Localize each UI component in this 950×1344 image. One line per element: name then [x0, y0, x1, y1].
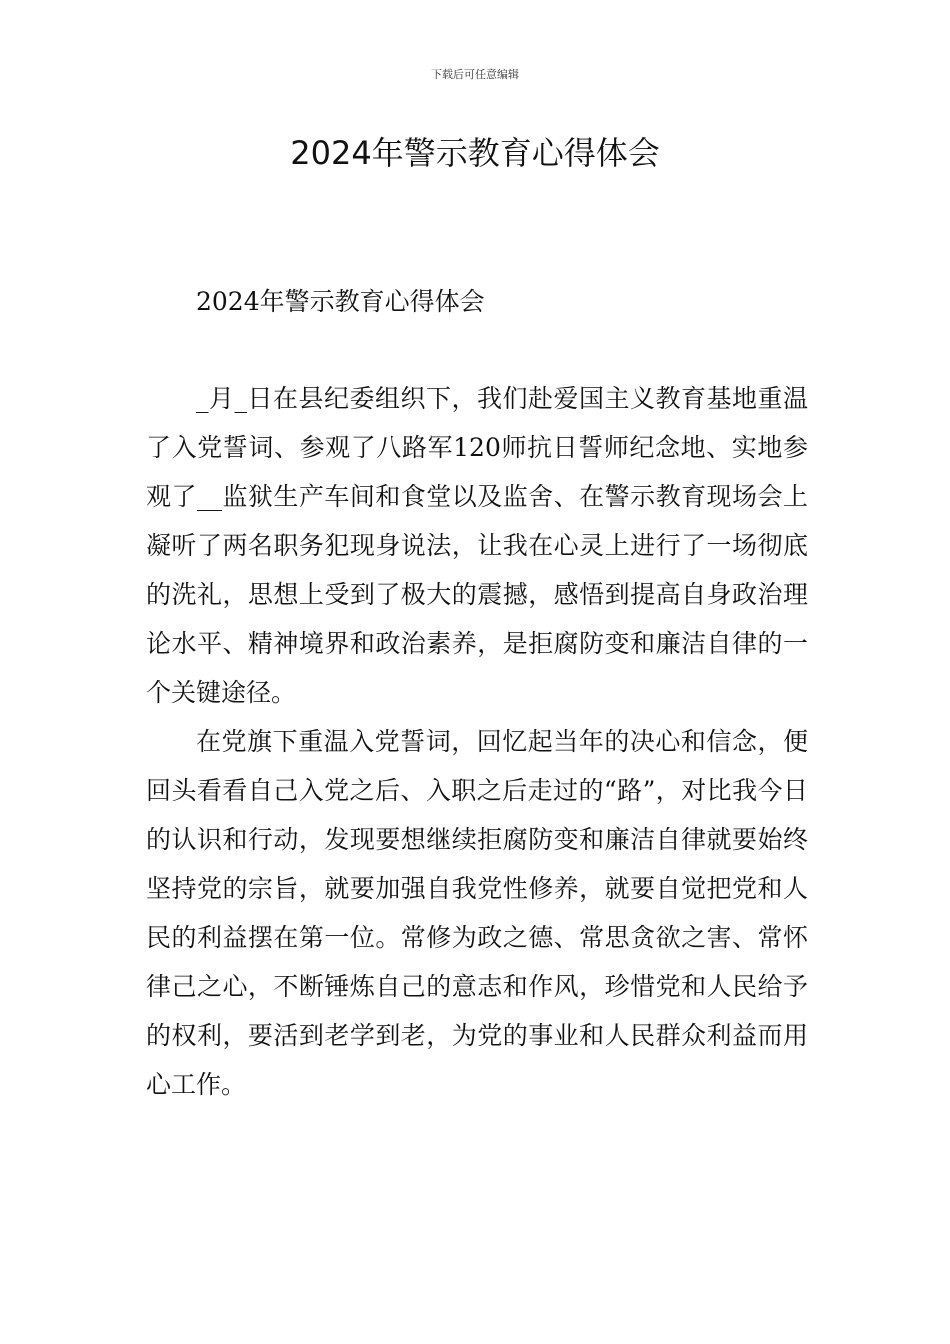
paragraph-1: _月_日在县纪委组织下，我们赴爱国主义教育基地重温了入党誓词、参观了八路军120师抗日誓师纪念地、实地参观了__监狱生产车间和食堂以及监舍、在警示教育现场会上凝听了两名职务犯现身说法，让我在心灵上进行了一场彻底的洗礼，思想上受到了极大的震撼，感悟到提高自身政治理论水平、精神境界和政治素养，是拒腐防变和廉洁自律的一个关键途径。	[146, 384, 808, 707]
header-note: 下载后可任意编辑	[431, 68, 519, 81]
paragraph-2: 在党旗下重温入党誓词，回忆起当年的决心和信念，便回头看看自己入党之后、入职之后走过的“路”，对比我今日的认识和行动，发现要想继续拒腐防变和廉洁自律就要始终坚持党的宗旨，就要加强自我党性修养，就要自觉把党和人民的利益摆在第一位。常修为政之德、常思贪欲之害、常怀律己之心，不断锤炼自己的意志和作风，珍惜党和人民给予的权利，要活到老学到老，为党的事业和人民群众利益而用心工作。	[146, 727, 808, 1099]
document-subtitle: 2024年警示教育心得体会	[196, 287, 485, 316]
document-title: 2024年警示教育心得体会	[290, 134, 660, 172]
